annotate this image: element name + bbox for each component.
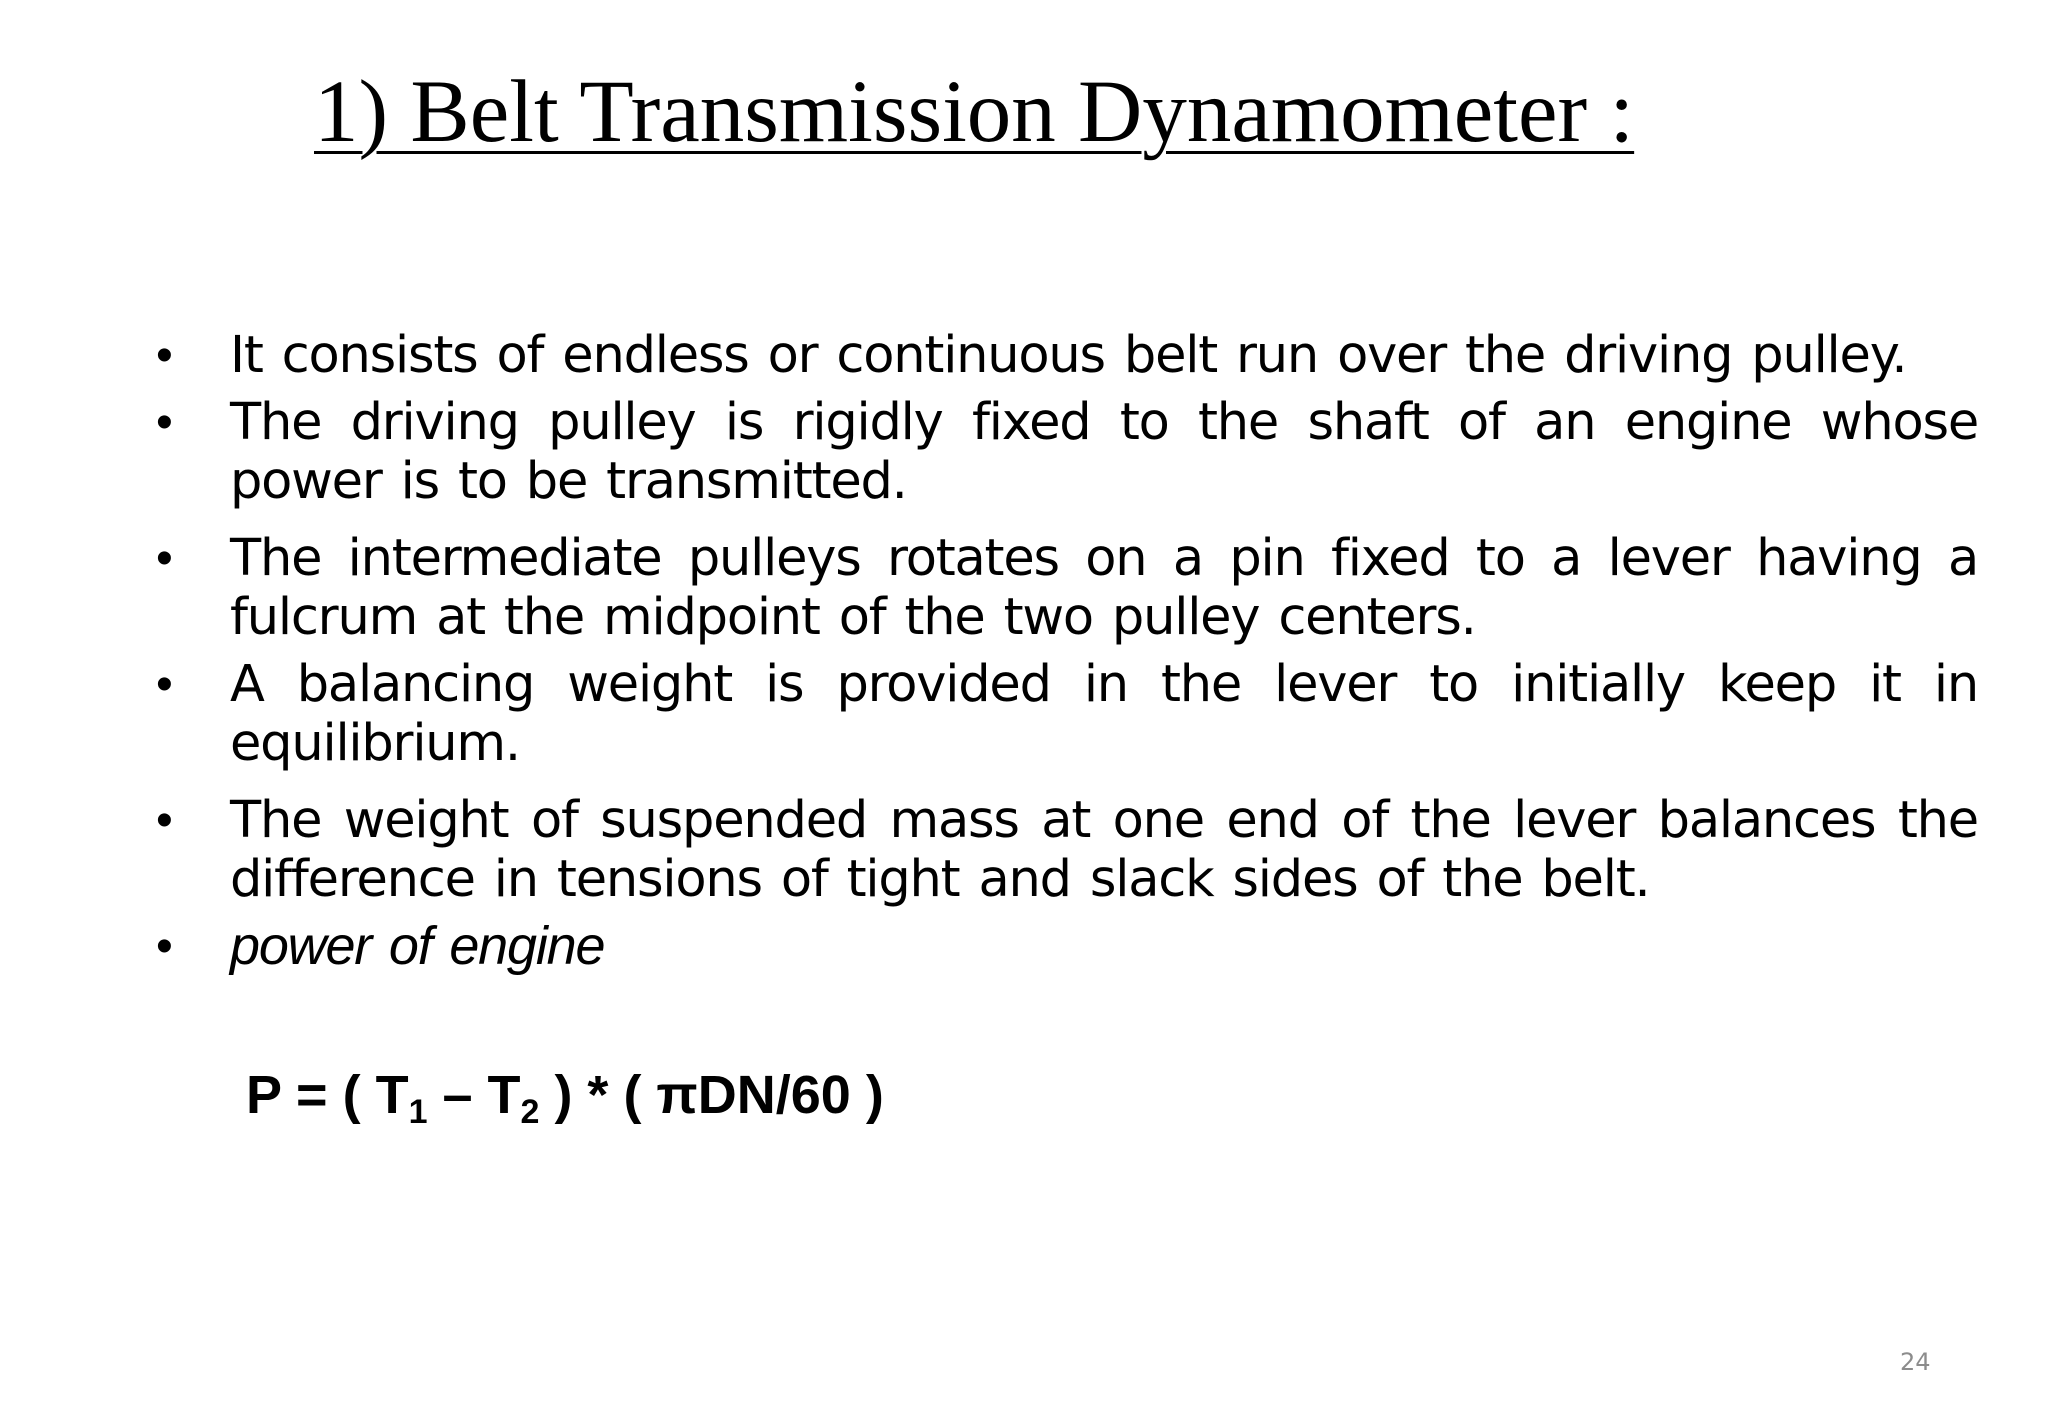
bullet-item: [150, 917, 1978, 977]
bullet-symbol: •: [156, 794, 172, 847]
formula-lhs: P = ( T: [246, 1065, 409, 1125]
bullet-text: The intermediate pulleys rotates on a pin fixed to a lever having a fulcrum at the midpoint of the two pulley centers.: [230, 529, 1978, 647]
bullet-symbol: •: [156, 396, 172, 449]
formula-subscript-1: 1: [408, 1093, 428, 1131]
page-number: 24: [1900, 1348, 1931, 1376]
bullet-text: It consists of endless or continuous belt run over the driving pulley.: [230, 326, 1907, 385]
bullet-item: [150, 326, 1978, 385]
bullet-symbol: •: [156, 532, 172, 585]
bullet-text: The weight of suspended mass at one end of the lever balances the difference in tensions of tight and slack sides of the belt.: [230, 791, 1978, 909]
bullet-text: A balancing weight is provided in the lever to initially keep it in equilibrium.: [230, 655, 1978, 773]
bullet-symbol: •: [156, 920, 172, 973]
formula-subscript-2: 2: [520, 1093, 540, 1131]
bullet-item: [150, 791, 1978, 909]
bullet-item: [150, 393, 1978, 511]
formula-minus: – T: [427, 1065, 521, 1125]
power-formula: [246, 1062, 884, 1131]
formula-rhs: ) * ( πDN/60 ): [539, 1065, 884, 1125]
slide-title: 1) Belt Transmission Dynamometer :: [314, 63, 1635, 161]
bullet-item: [150, 529, 1978, 647]
bullet-text-power-of-engine: power of engine: [230, 916, 605, 976]
bullet-symbol: •: [156, 329, 172, 382]
bullet-list: [150, 326, 1978, 977]
bullet-text: The driving pulley is rigidly fixed to the shaft of an engine whose power is to be transmitted.: [230, 393, 1978, 511]
bullet-symbol: •: [156, 658, 172, 711]
bullet-item: [150, 655, 1978, 773]
